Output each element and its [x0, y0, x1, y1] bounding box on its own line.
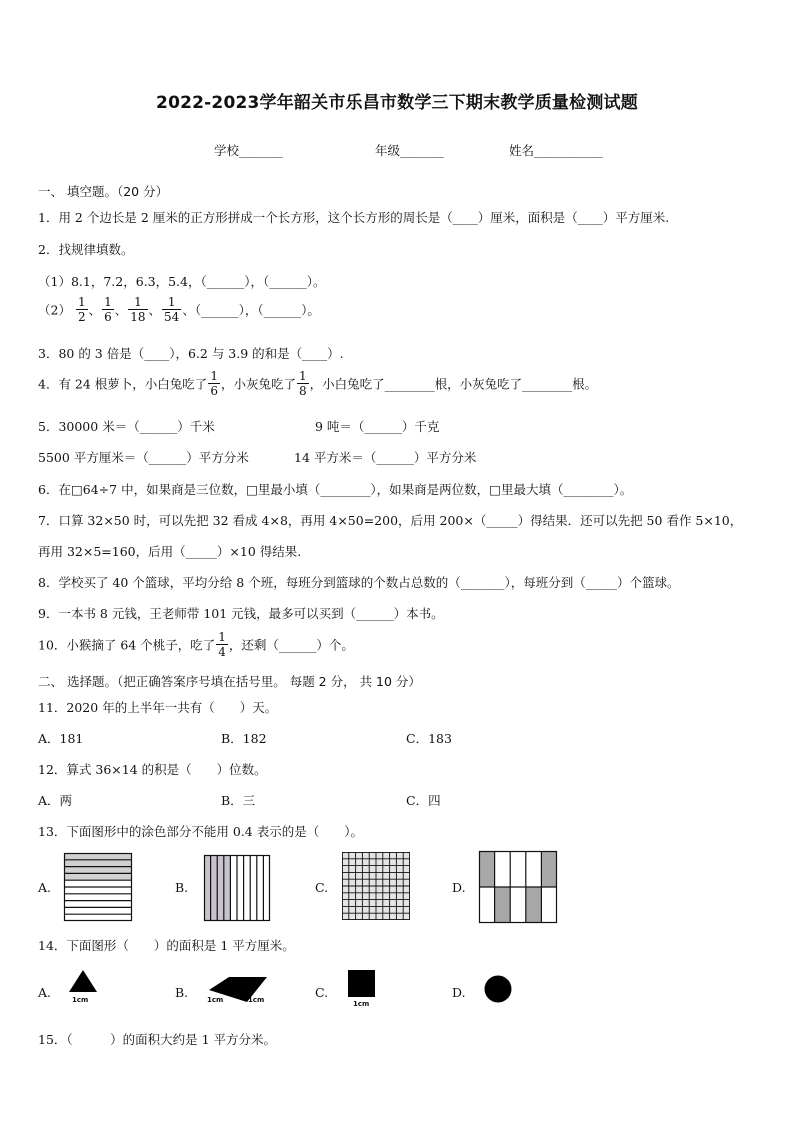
question-7-line-1: 7．口算 32×50 时，可以先把 32 看成 4×8，再用 4×50=200，后用 200×（_____）得结果．还可以先把 50 看作 5×10， [38, 513, 743, 528]
question-13: 13．下面图形中的涂色部分不能用 0.4 表示的是（ ）。 [38, 824, 363, 839]
fraction: $\frac{1}{6}$ [210, 369, 218, 398]
q13-option-b: B. [175, 880, 189, 895]
figure-c [342, 852, 410, 920]
question-6: 6．在□64÷7 中，如果商是三位数，□里最小填（________），如果商是两位数，□里最大填（________）。 [38, 482, 633, 497]
question-9: 9．一本书 8 元钱，王老师带 101 元钱，最多可以买到（______）本书。 [38, 606, 444, 621]
school-field: 学校_______ [214, 143, 283, 158]
q13-option-d: D. [452, 880, 466, 895]
question-4: 4．有 24 根萝卜，小白兔吃了 $\frac{1}{6}$ ，小灰兔吃了 $\frac{1}{8}$ ，小白兔吃了________根，小灰兔吃了________根。 [38, 369, 598, 398]
question-12: 12．算式 36×14 的积是（ ）位数。 [38, 762, 267, 777]
question-7-line-2: 再用 32×5=160，后用（_____）×10 得结果. [38, 544, 302, 559]
question-5-d: 14 平方米＝（______）平方分米 [294, 450, 477, 465]
section-2-heading: 二、 选择题。（把正确答案序号填在括号里。 每题 2 分， 共 10 分） [38, 674, 421, 689]
question-2: 2．找规律填数。 [38, 242, 134, 257]
question-11: 11．2020 年的上半年一共有（ ）天。 [38, 700, 278, 715]
name-field: 姓名___________ [509, 143, 603, 158]
section-1-heading: 一、 填空题。（20 分） [38, 184, 169, 199]
q14-option-d: D. [452, 985, 466, 1000]
question-5-c: 5500 平方厘米＝（______）平方分米 [38, 450, 249, 465]
figure-a [64, 853, 132, 921]
q2b-suffix: 、（______），（______）。 [182, 302, 320, 318]
parallelogram-label-1: 1cm [207, 996, 224, 1004]
fraction: $\frac{1}{54}$ [164, 295, 180, 324]
q12-option-c: C．四 [406, 793, 441, 808]
grade-field: 年级_______ [375, 143, 444, 158]
q11-option-a: A．181 [38, 731, 84, 746]
q13-option-a: A. [38, 880, 52, 895]
q13-option-c: C. [315, 880, 329, 895]
question-1: 1．用 2 个边长是 2 厘米的正方形拼成一个长方形，这个长方形的周长是（____）厘米，面积是（____）平方厘米. [38, 210, 670, 225]
question-15: 15．（ ）的面积大约是 1 平方分米。 [38, 1032, 277, 1047]
q2b-prefix: （2） [38, 302, 71, 318]
fraction: $\frac{1}{4}$ [218, 630, 226, 659]
q14-option-a: A. [38, 985, 52, 1000]
fraction: $\frac{1}{6}$ [104, 295, 112, 324]
question-8: 8．学校买了 40 个篮球，平均分给 8 个班，每班分到篮球的个数占总数的（_______），每班分到（_____）个篮球。 [38, 575, 680, 590]
figure-b [204, 855, 270, 921]
fraction: $\frac{1}{18}$ [130, 295, 146, 324]
q12-option-b: B．三 [221, 793, 256, 808]
q14-option-b: B. [175, 985, 189, 1000]
q12-option-a: A．两 [38, 793, 73, 808]
fraction: $\frac{1}{8}$ [298, 369, 307, 398]
question-14: 14．下面图形（ ）的面积是 1 平方厘米。 [38, 938, 295, 953]
question-3: 3．80 的 3 倍是（____），6.2 与 3.9 的和是（____）. [38, 346, 344, 361]
q11-option-c: C．183 [406, 731, 452, 746]
question-10: 10．小猴摘了 64 个桃子，吃了 $\frac{1}{4}$ ，还剩（______）个。 [38, 630, 354, 659]
q14-option-c: C. [315, 985, 329, 1000]
question-2-part-1: （1）8.1，7.2，6.3，5.4，（______），（______）。 [38, 274, 326, 289]
fraction: $\frac{1}{2}$ [77, 295, 86, 324]
q11-option-b: B．182 [221, 731, 267, 746]
page-title: 2022-2023学年韶关市乐昌市数学三下期末教学质量检测试题 [156, 93, 638, 113]
triangle-label: 1cm [72, 996, 89, 1004]
question-5-a: 5．30000 米＝（______）千米 [38, 419, 215, 434]
figure-d [479, 851, 557, 923]
question-2-part-2: （2） $\frac{1}{2}$ 、 $\frac{1}{6}$ 、 $\frac{1}{18}$ 、 $\frac{1}{54}$ 、（______），（______）。 [38, 295, 320, 324]
circle-shape [484, 975, 514, 1005]
square-label: 1cm [353, 1000, 370, 1008]
square-shape [348, 970, 376, 998]
question-5-b: 9 吨＝（______）千克 [315, 419, 440, 434]
parallelogram-label-2: 1cm [248, 996, 265, 1004]
